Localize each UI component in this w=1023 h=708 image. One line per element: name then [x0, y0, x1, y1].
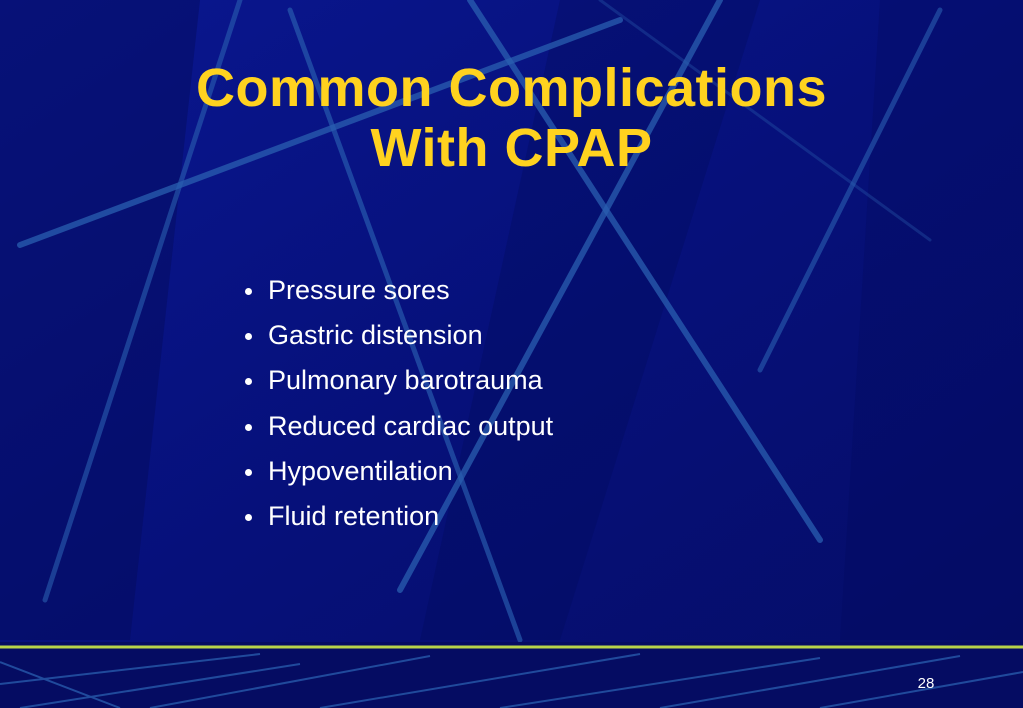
bullet-dot-icon: [245, 333, 252, 340]
bullet-text: Reduced cardiac output: [268, 410, 554, 441]
slide-title-line-1: Common Complications: [195, 58, 828, 118]
bullet-dot-icon: [245, 424, 252, 431]
footer-band: [0, 642, 1023, 708]
page-number: 28: [917, 675, 935, 692]
slide-title-line-2: With CPAP: [370, 118, 653, 178]
bullet-dot-icon: [245, 378, 252, 385]
bullet-dot-icon: [245, 514, 252, 521]
bullet-text: Pulmonary barotrauma: [268, 365, 543, 396]
bullet-text: Gastric distension: [268, 320, 483, 351]
bullet-list: [240, 268, 553, 539]
bullet-item: [240, 404, 553, 449]
bullet-dot-icon: [245, 288, 252, 295]
bullet-text: Hypoventilation: [268, 455, 453, 486]
bullet-item: [240, 358, 553, 403]
bullet-dot-icon: [245, 469, 252, 476]
bullet-text: Pressure sores: [268, 275, 450, 305]
bullet-item: [240, 268, 553, 313]
bullet-text: Fluid retention: [268, 500, 440, 531]
bullet-item: [240, 313, 553, 358]
slide-title: [0, 58, 1023, 178]
bullet-item: [240, 494, 553, 539]
bullet-item: [240, 449, 553, 494]
